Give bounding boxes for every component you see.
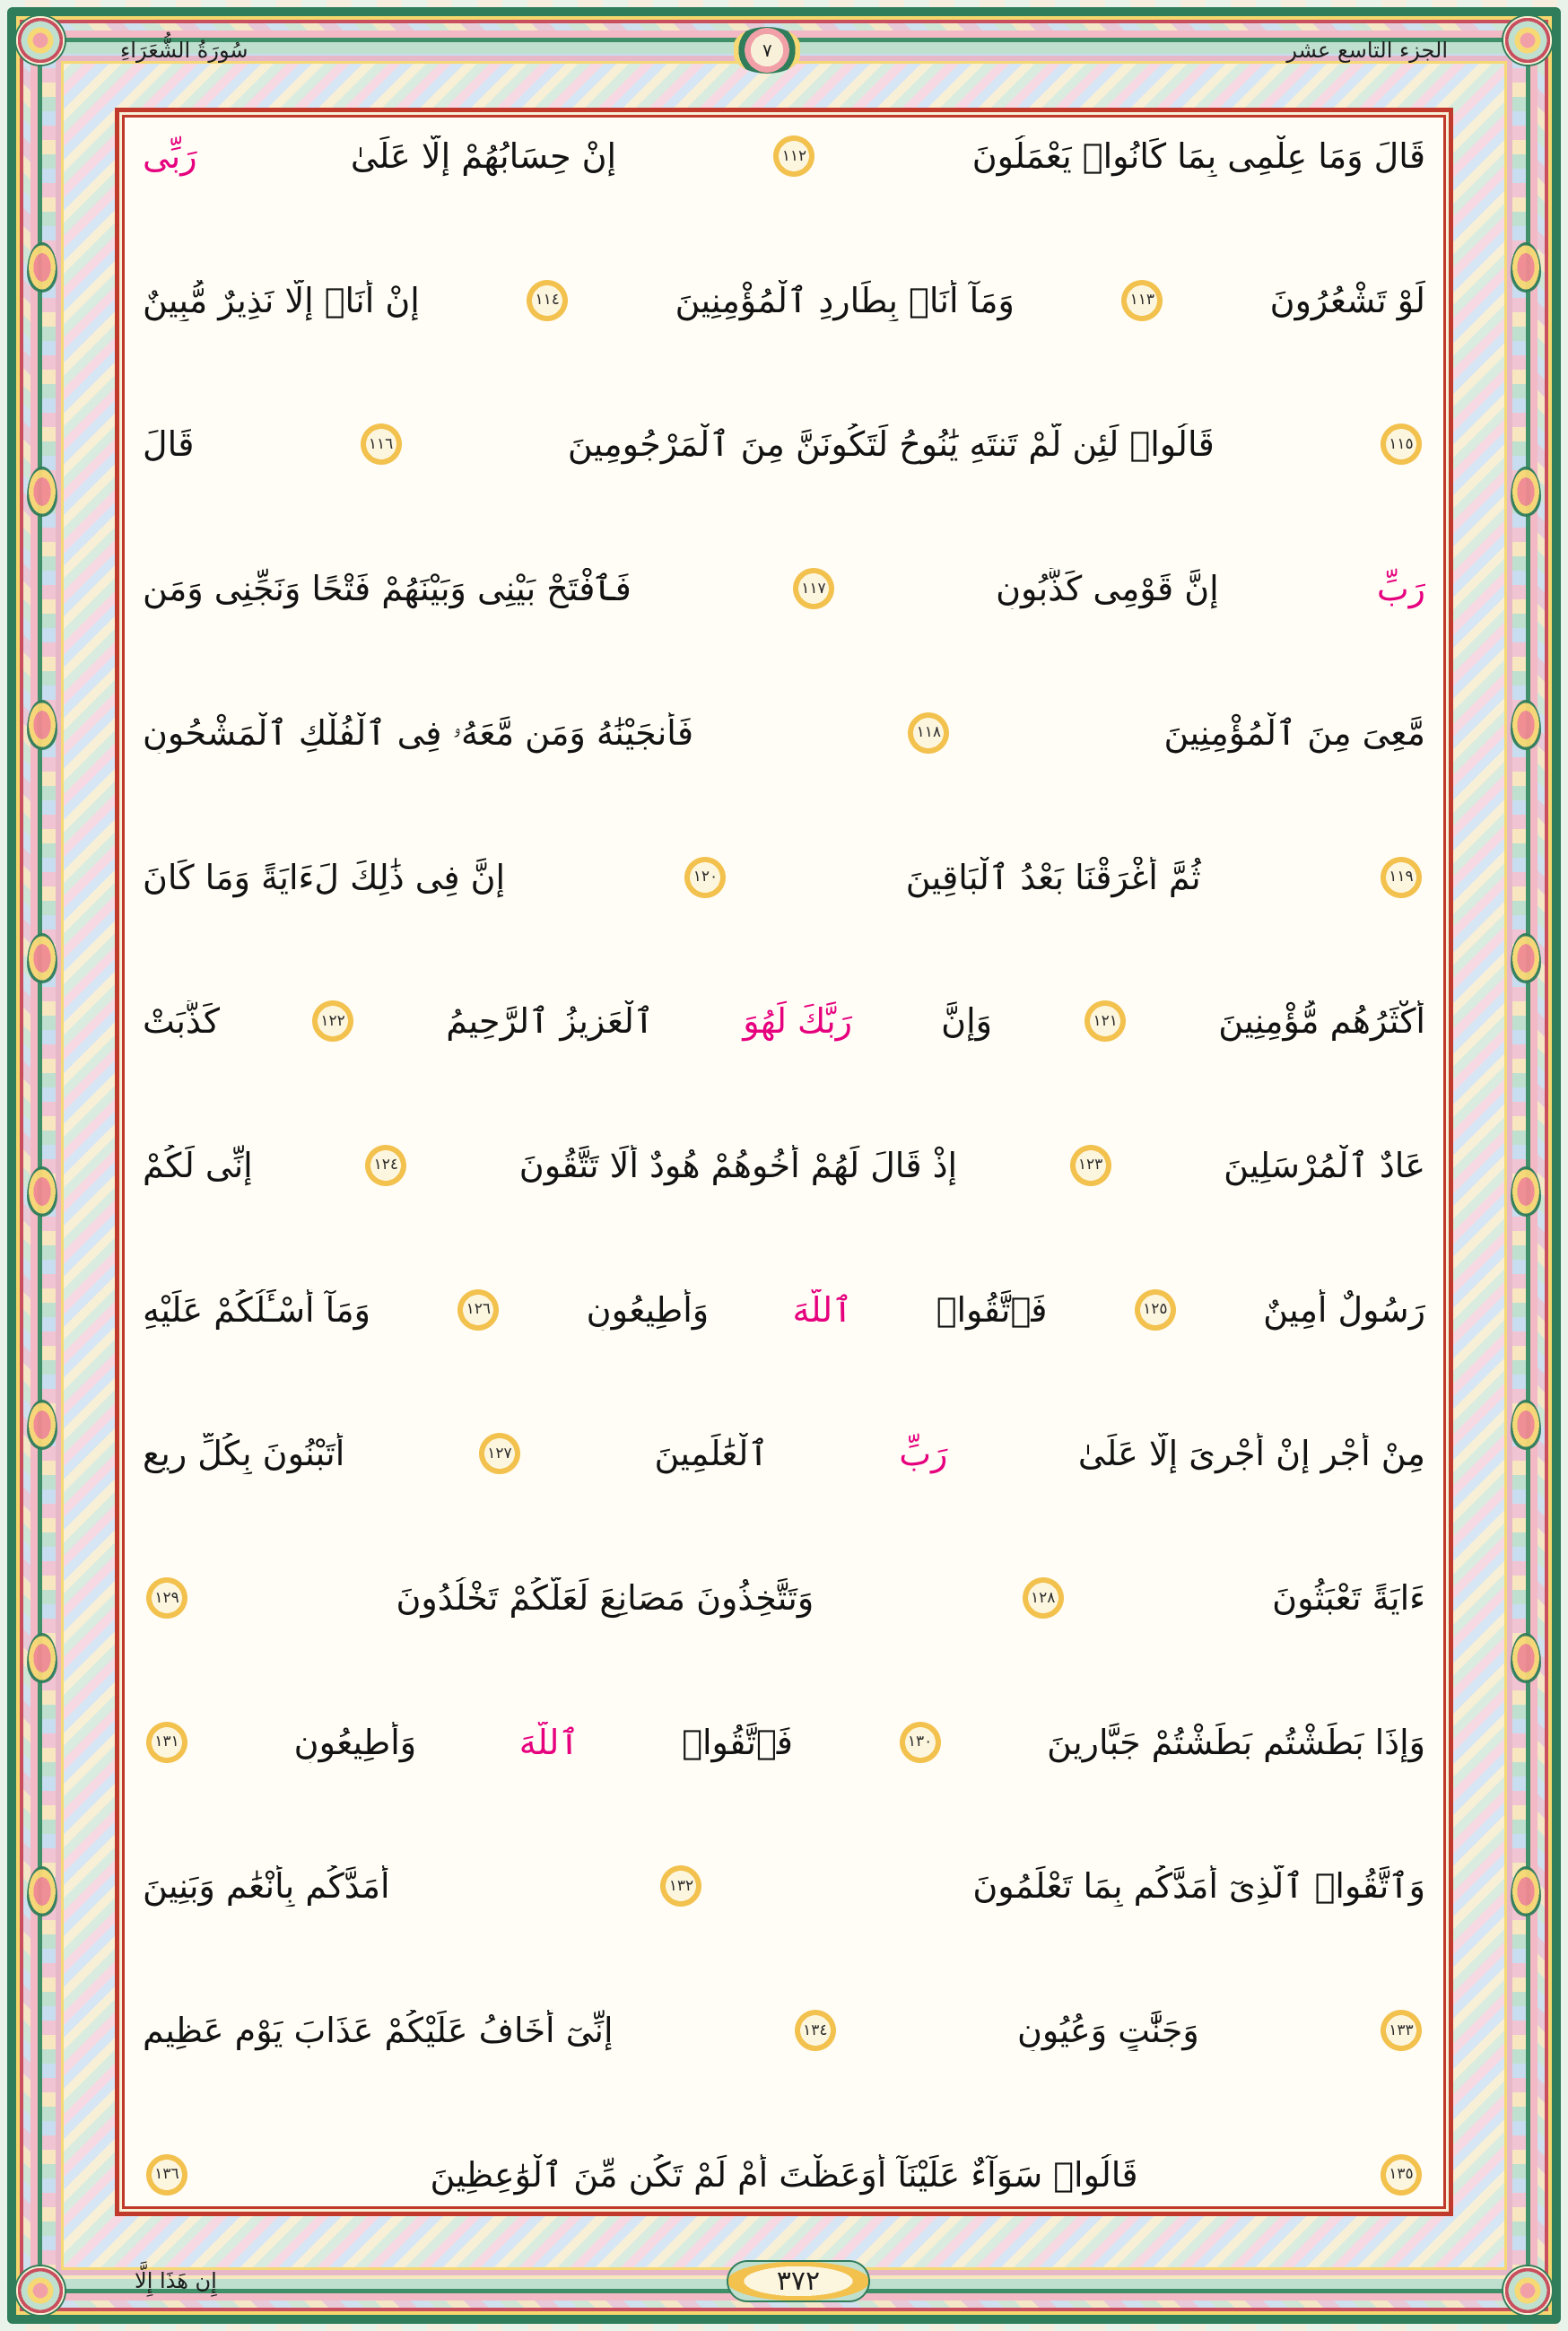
quran-text-segment: أَمَدَّكُم بِأَنْعَٰمٍ وَبَنِينَ [143, 1866, 390, 1907]
quran-text-segment: ٱلْعَٰلَمِينَ [654, 1434, 769, 1474]
quran-text-segment: فَٱتَّقُوا۟ [936, 1289, 1048, 1330]
quran-line [143, 1289, 1425, 1331]
ayah-number-marker: ١١٤ [527, 280, 568, 321]
ayah-number-marker: ١٢٤ [365, 1145, 406, 1186]
highlighted-word: رَبَّكَ لَهُوَ [743, 1001, 852, 1042]
ayah-number-marker: ١٣٤ [795, 2010, 836, 2051]
corner-rosette-top-left [16, 16, 65, 65]
highlighted-word: ٱللَّهَ [792, 1289, 853, 1330]
quran-text-area [115, 108, 1453, 2216]
header-ornament-number: ٧ [762, 39, 772, 61]
page-footer [108, 2254, 1460, 2308]
highlighted-word: رَبِّ [899, 1434, 948, 1474]
ayah-number-marker: ١٢٢ [312, 1000, 353, 1042]
quran-text-segment: إِنَّ فِى ذَٰلِكَ لَءَايَةً وَمَا كَانَ [143, 857, 506, 897]
quran-text-segment: وَإِنَّ [941, 1001, 992, 1042]
quran-text-segment: وَجَنَّٰتٍ وَعُيُونٍ [1017, 2011, 1199, 2051]
quran-text-segment: وَٱتَّقُوا۟ ٱلَّذِىٓ أَمَدَّكُم بِمَا تَعْلَمُونَ [972, 1866, 1425, 1907]
quran-text-segment: وَإِذَا بَطَشْتُم بَطَشْتُمْ جَبَّارِينَ [1047, 1722, 1425, 1762]
quran-text-segment: قَالُوا۟ لَئِن لَّمْ تَنتَهِ يَٰنُوحُ لَتَكُونَنَّ مِنَ ٱلْمَرْجُومِينَ [567, 424, 1215, 465]
quran-line [143, 135, 1425, 177]
ayah-number-marker: ١٣٢ [660, 1865, 701, 1907]
header-ornament [734, 27, 800, 74]
ayah-number-marker: ١٢١ [1085, 1000, 1126, 1042]
ayah-number-marker: ١٢٦ [457, 1289, 499, 1331]
ayah-number-marker: ١٢٧ [479, 1433, 520, 1474]
quran-text-segment: وَأَطِيعُونِ [586, 1289, 710, 1330]
quran-text-segment: قَالُوا۟ سَوَآءٌ عَلَيْنَآ أَوَعَظْتَ أَمْ لَمْ تَكُن مِّنَ ٱلْوَٰعِظِينَ [430, 2154, 1138, 2195]
quran-text-segment: ءَايَةً تَعْبَثُونَ [1272, 1578, 1425, 1619]
ayah-number-marker: ١٢٥ [1135, 1289, 1176, 1331]
quran-text-segment: وَمَآ أَسْـَٔلُكُمْ عَلَيْهِ [143, 1289, 370, 1330]
quran-text-segment: وَمَآ أَنَا۠ بِطَارِدِ ٱلْمُؤْمِنِينَ [675, 280, 1015, 320]
ayah-number-marker: ١١٥ [1381, 423, 1422, 465]
ayah-number-marker: ١٢٠ [684, 857, 726, 898]
highlighted-word: رَبِّى [143, 136, 197, 176]
ayah-number-marker: ١٢٨ [1023, 1577, 1064, 1619]
quran-text-segment: كَذَّبَتْ [143, 1001, 220, 1042]
quran-line [143, 1145, 1425, 1186]
quran-line [143, 1722, 1425, 1763]
quran-text-segment: فَأَنجَيْنَٰهُ وَمَن مَّعَهُۥ فِى ٱلْفُلْكِ ٱلْمَشْحُونِ [143, 712, 694, 753]
quran-text-segment: وَتَتَّخِذُونَ مَصَانِعَ لَعَلَّكُمْ تَخْلُدُونَ [396, 1578, 814, 1619]
quran-text-segment: فَٱفْتَحْ بَيْنِى وَبَيْنَهُمْ فَتْحًا وَنَجِّنِى وَمَن [143, 569, 632, 609]
quran-line [143, 712, 1425, 754]
juz-label: الجزء التاسع عشر [1286, 38, 1448, 63]
quran-line [143, 280, 1425, 321]
ayah-number-marker: ١١٧ [793, 568, 834, 609]
ayah-number-marker: ١٣٠ [900, 1722, 941, 1763]
ayah-number-marker: ١١٨ [908, 712, 949, 754]
quran-text-segment: إِنْ أَنَا۠ إِلَّا نَذِيرٌ مُّبِينٌ [143, 280, 420, 320]
ayah-number-marker: ١٣٥ [1381, 2154, 1422, 2196]
quran-line [143, 423, 1425, 465]
corner-rosette-bottom-left [16, 2266, 65, 2315]
quran-text-segment: أَكْثَرُهُم مُّؤْمِنِينَ [1218, 1001, 1425, 1042]
quran-text-segment: إِنْ حِسَابُهُمْ إِلَّا عَلَىٰ [350, 136, 617, 176]
page-number: ٣٧٢ [728, 2262, 868, 2300]
quran-line [143, 2010, 1425, 2051]
quran-text-segment: إِنِّىٓ أَخَافُ عَلَيْكُمْ عَذَابَ يَوْمٍ عَظِيمٍ [143, 2011, 614, 2051]
quran-line [143, 1433, 1425, 1474]
quran-text-segment: أَتَبْنُونَ بِكُلِّ رِيعٍ [143, 1434, 345, 1474]
quran-text-segment: عَادٌ ٱلْمُرْسَلِينَ [1224, 1145, 1425, 1185]
ayah-number-marker: ١٣٦ [146, 2154, 187, 2196]
ayah-number-marker: ١١٩ [1381, 857, 1422, 898]
quran-text-segment: ٱلْعَزِيزُ ٱلرَّحِيمُ [446, 1001, 655, 1042]
corner-rosette-top-right [1503, 16, 1552, 65]
quran-text-segment: إِنِّى لَكُمْ [143, 1145, 253, 1185]
ayah-number-marker: ١٣١ [146, 1722, 187, 1763]
ayah-number-marker: ١٢٩ [146, 1577, 187, 1619]
ayah-number-marker: ١١٣ [1121, 280, 1163, 321]
ayah-number-marker: ١١٢ [773, 135, 814, 177]
quran-text-segment: مِنْ أَجْرٍ إِنْ أَجْرِىَ إِلَّا عَلَىٰ [1077, 1434, 1425, 1474]
quran-text-segment: وَأَطِيعُونِ [293, 1722, 417, 1762]
highlighted-word: رَبِّ [1376, 569, 1425, 609]
ayah-number-marker: ١٣٣ [1381, 2010, 1422, 2051]
quran-text-segment: إِذْ قَالَ لَهُمْ أَخُوهُمْ هُودٌ أَلَا تَتَّقُونَ [518, 1145, 958, 1185]
quran-line [143, 1000, 1425, 1042]
quran-text-segment: إِنَّ قَوْمِى كَذَّبُونِ [996, 569, 1219, 609]
ayah-number-marker: ١١٦ [361, 423, 402, 465]
quran-text-segment: ثُمَّ أَغْرَقْنَا بَعْدُ ٱلْبَاقِينَ [905, 857, 1201, 897]
ayah-number-marker: ١٢٣ [1070, 1145, 1111, 1186]
quran-text-segment: قَالَ [143, 424, 195, 465]
quran-text-segment: فَٱتَّقُوا۟ [682, 1722, 793, 1762]
quran-line [143, 857, 1425, 898]
quran-line [143, 2154, 1425, 2196]
page-header [108, 23, 1460, 77]
quran-text-segment: لَوْ تَشْعُرُونَ [1269, 280, 1425, 320]
quran-text-segment: رَسُولٌ أَمِينٌ [1263, 1289, 1425, 1330]
corner-rosette-bottom-right [1503, 2266, 1552, 2315]
quran-text-segment: مَّعِىَ مِنَ ٱلْمُؤْمِنِينَ [1163, 712, 1425, 753]
surah-label: سُورَةُ الشُّعَرَاءِ [120, 38, 248, 63]
quran-line [143, 1577, 1425, 1619]
quran-line [143, 568, 1425, 609]
quran-line [143, 1865, 1425, 1907]
catchword: إِن هَذَا إِلَّا [135, 2268, 217, 2293]
highlighted-word: ٱللَّهَ [518, 1722, 579, 1762]
quran-text-segment: قَالَ وَمَا عِلْمِى بِمَا كَانُوا۟ يَعْمَلُونَ [971, 136, 1425, 176]
